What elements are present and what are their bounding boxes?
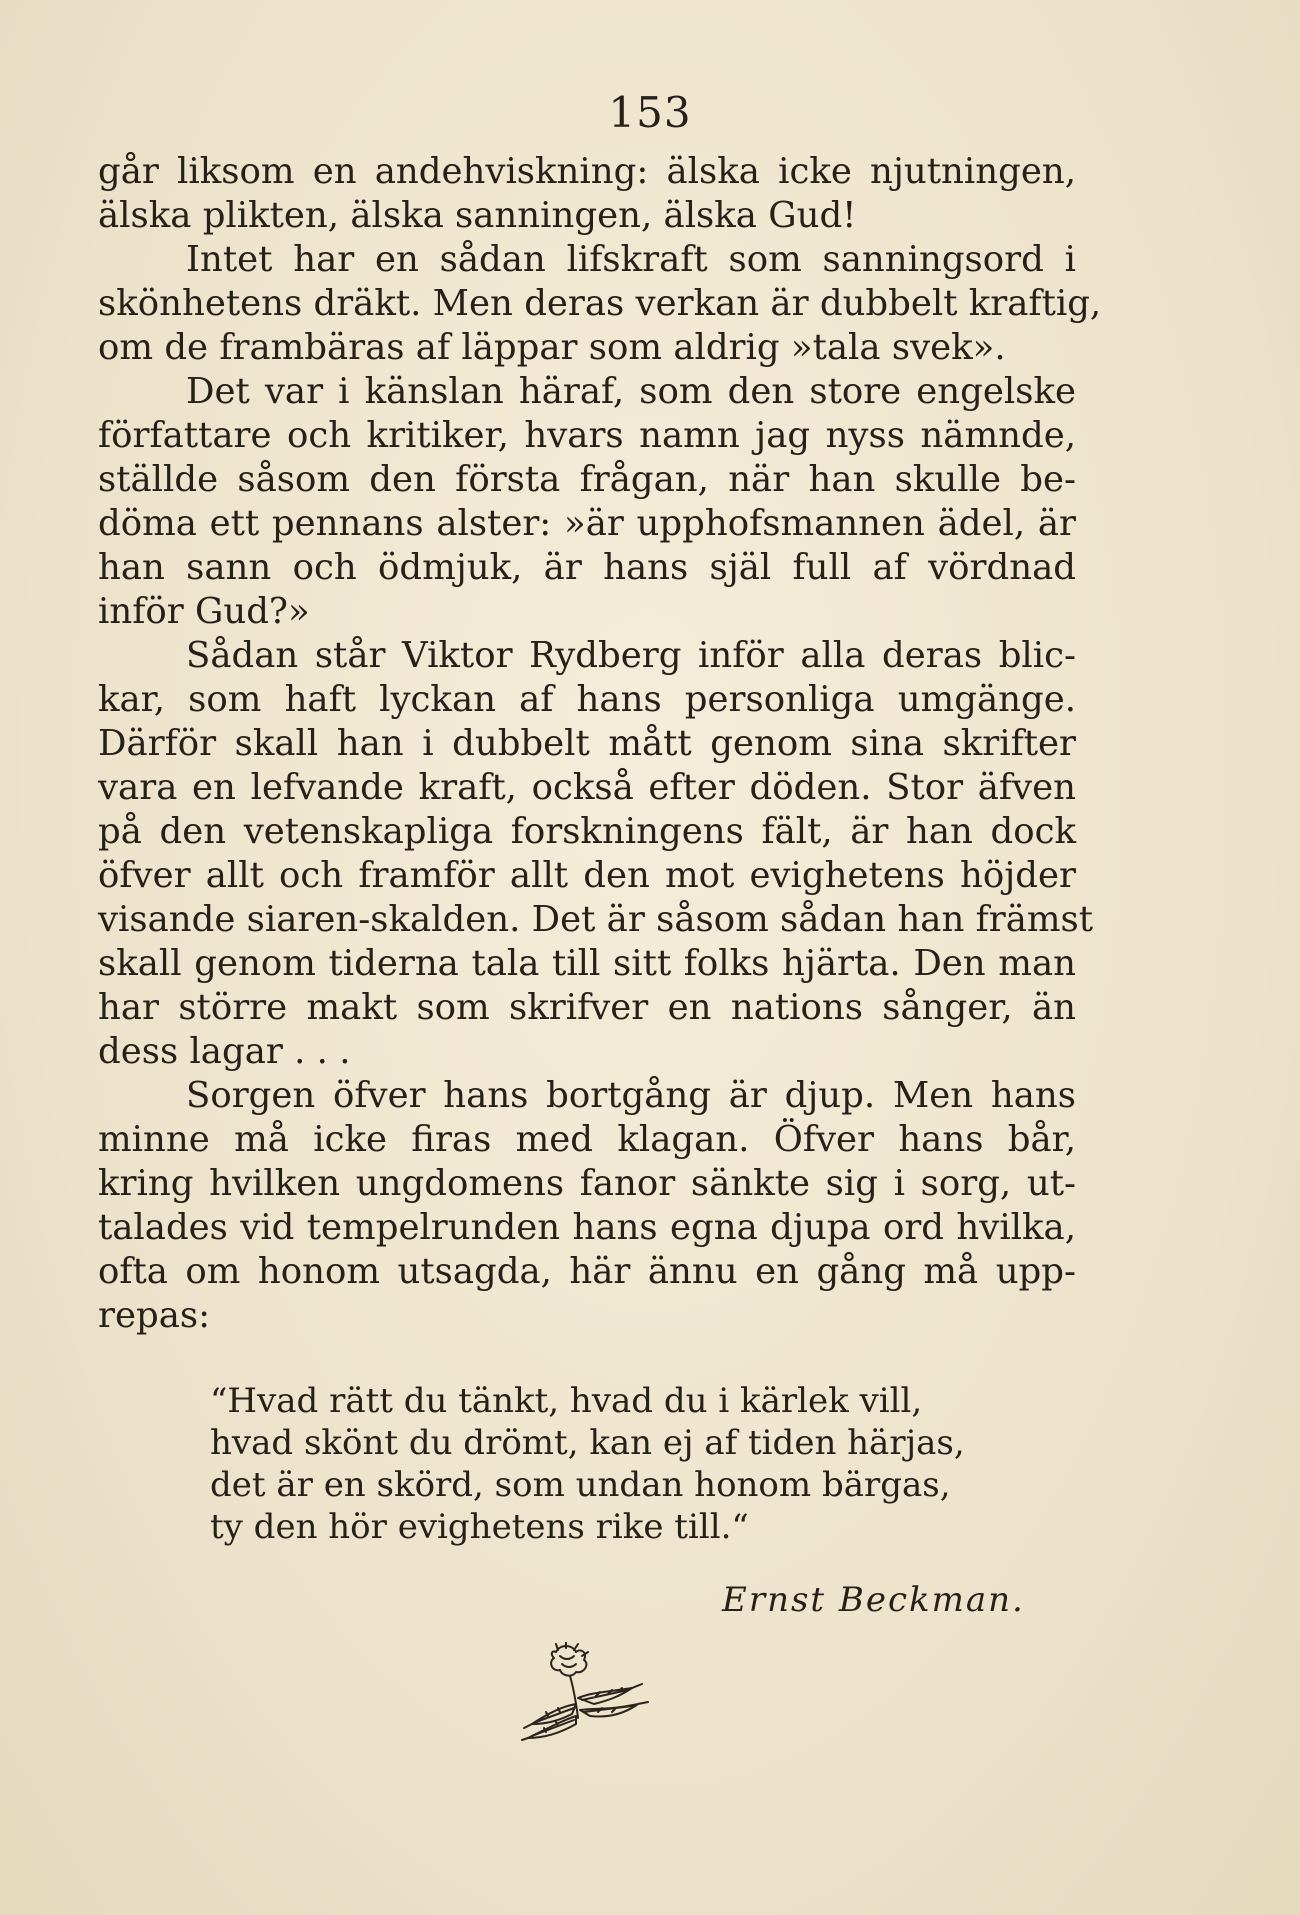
thistle-flower-ornament-icon (520, 1642, 665, 1742)
quoted-poem (210, 1380, 1010, 1548)
text-line: Sådan står Viktor Rydberg inför alla deras blic- (186, 635, 1076, 676)
text-line: om de frambäras af läppar som aldrig »tala svek». (98, 327, 1006, 368)
text-line: har större makt som skrifver en nations sånger, än (98, 987, 1076, 1028)
text-line: på den vetenskapliga forskningens fält, är han dock (98, 811, 1076, 852)
text-line: inför Gud?» (98, 591, 310, 632)
text-line: ställde såsom den första frågan, när han skulle be- (98, 459, 1076, 500)
text-line: älska plikten, älska sanningen, älska Gud! (98, 195, 857, 236)
text-line: skall genom tiderna tala till sitt folks hjärta. Den man (98, 943, 1076, 984)
text-line: författare och kritiker, hvars namn jag nyss nämnde, (98, 415, 1076, 456)
text-line: talades vid tempelrunden hans egna djupa ord hvilka, (98, 1207, 1076, 1248)
poem-line: hvad skönt du drömt, kan ej af tiden härjas, (210, 1423, 965, 1463)
text-line: Det var i känslan häraf, som den store engelske (186, 371, 1076, 412)
text-line: visande siaren-skalden. Det är såsom sådan han främst (98, 899, 1094, 940)
text-line: vara en lefvande kraft, också efter döden. Stor äfven (98, 767, 1076, 808)
text-line: kar, som haft lyckan af hans personliga umgänge. (98, 679, 1076, 720)
text-line: Intet har en sådan lifskraft som sanningsord i (186, 239, 1076, 280)
page-number: 153 (608, 88, 692, 137)
poem-line: det är en skörd, som undan honom bärgas, (210, 1465, 951, 1505)
text-line: går liksom en andehviskning: älska icke njutningen, (98, 151, 1076, 192)
body-text (98, 150, 1102, 1338)
text-line: kring hvilken ungdomens fanor sänkte sig i sorg, ut- (98, 1163, 1076, 1204)
text-line: minne må icke firas med klagan. Öfver hans bår, (98, 1119, 1076, 1160)
text-line: repas: (98, 1295, 211, 1336)
text-line: döma ett pennans alster: »är upphofsmannen ädel, är (98, 503, 1076, 544)
text-line: dess lagar . . . (98, 1031, 351, 1072)
author-signature: Ernst Beckman. (722, 1580, 1025, 1620)
text-line: skönhetens dräkt. Men deras verkan är dubbelt kraftig, (98, 283, 1102, 324)
text-line: Därför skall han i dubbelt mått genom sina skrifter (98, 723, 1076, 764)
poem-line: ty den hör evighetens rike till.“ (210, 1507, 749, 1547)
text-line: han sann och ödmjuk, är hans själ full af vördnad (98, 547, 1076, 588)
text-line: ofta om honom utsagda, här ännu en gång må upp- (98, 1251, 1076, 1292)
text-line: öfver allt och framför allt den mot evighetens höjder (98, 855, 1076, 896)
text-line: Sorgen öfver hans bortgång är djup. Men hans (186, 1075, 1076, 1116)
poem-line: “Hvad rätt du tänkt, hvad du i kärlek vill, (210, 1381, 923, 1421)
